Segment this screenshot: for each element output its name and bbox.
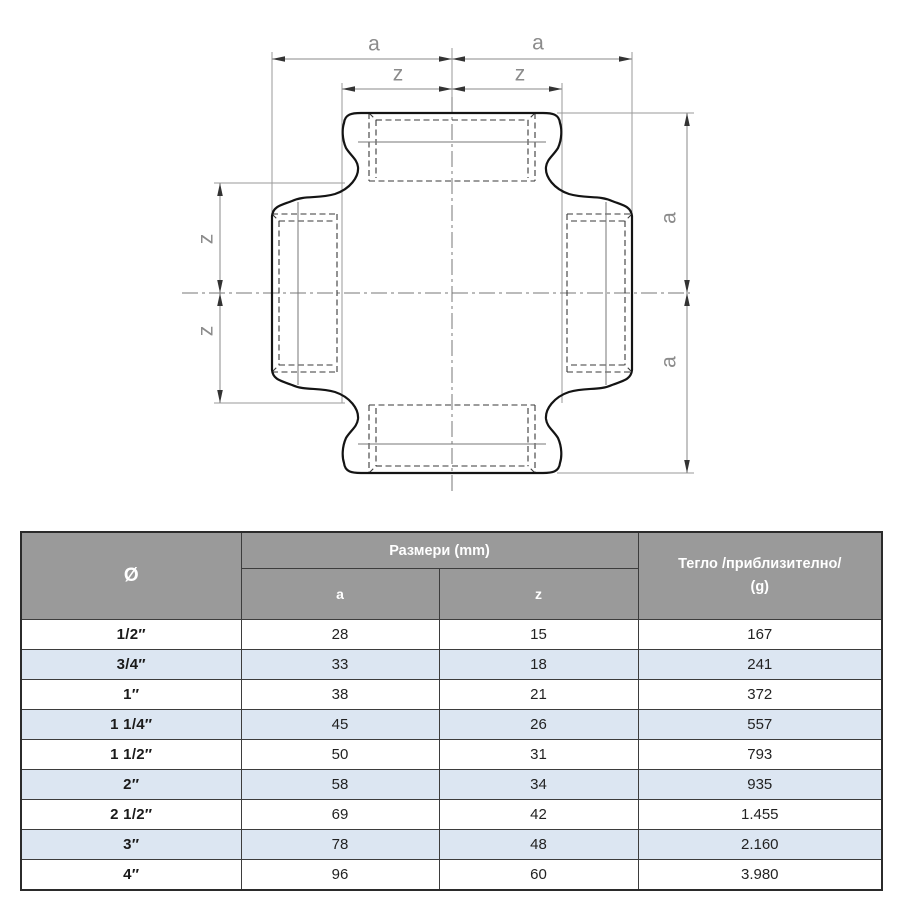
weight-column-header bbox=[638, 532, 882, 620]
weight-cell: 167 bbox=[638, 620, 882, 650]
weight-header-line1: Тегло /приблизително/ bbox=[678, 555, 842, 572]
z-cell: 34 bbox=[439, 770, 638, 800]
weight-cell: 935 bbox=[638, 770, 882, 800]
z-cell: 31 bbox=[439, 740, 638, 770]
size-cell: 2 1/2″ bbox=[21, 800, 241, 830]
z-cell: 18 bbox=[439, 650, 638, 680]
size-cell: 1″ bbox=[21, 680, 241, 710]
dim-label-a-right-lower: a bbox=[657, 356, 681, 368]
table-row bbox=[21, 710, 882, 740]
z-cell: 21 bbox=[439, 680, 638, 710]
a-cell: 69 bbox=[241, 800, 439, 830]
weight-cell: 1.455 bbox=[638, 800, 882, 830]
dimension-lines bbox=[220, 59, 687, 473]
size-cell: 3″ bbox=[21, 830, 241, 860]
dimensions-group-header: Размери (mm) bbox=[241, 532, 638, 569]
a-cell: 45 bbox=[241, 710, 439, 740]
dim-label-a-top-right: a bbox=[532, 31, 544, 55]
centerlines bbox=[182, 97, 690, 491]
diameter-column-header: Ø bbox=[21, 532, 241, 620]
size-cell: 1/2″ bbox=[21, 620, 241, 650]
dim-label-a-right-upper: a bbox=[657, 212, 681, 224]
dimension-arrows bbox=[217, 56, 690, 473]
extension-lines bbox=[214, 48, 694, 473]
z-cell: 26 bbox=[439, 710, 638, 740]
z-column-header: z bbox=[439, 569, 638, 620]
size-cell: 2″ bbox=[21, 770, 241, 800]
table-row bbox=[21, 620, 882, 650]
a-column-header: a bbox=[241, 569, 439, 620]
table-header bbox=[21, 532, 882, 620]
a-cell: 78 bbox=[241, 830, 439, 860]
weight-cell: 2.160 bbox=[638, 830, 882, 860]
a-cell: 96 bbox=[241, 860, 439, 890]
a-cell: 33 bbox=[241, 650, 439, 680]
weight-cell: 3.980 bbox=[638, 860, 882, 890]
table-body bbox=[21, 620, 882, 890]
dimensions-table bbox=[20, 531, 883, 891]
weight-cell: 372 bbox=[638, 680, 882, 710]
table-row bbox=[21, 680, 882, 710]
a-cell: 58 bbox=[241, 770, 439, 800]
z-cell: 48 bbox=[439, 830, 638, 860]
z-cell: 15 bbox=[439, 620, 638, 650]
table-row bbox=[21, 770, 882, 800]
table-row bbox=[21, 830, 882, 860]
z-cell: 60 bbox=[439, 860, 638, 890]
size-cell: 1 1/4″ bbox=[21, 710, 241, 740]
a-cell: 38 bbox=[241, 680, 439, 710]
dim-label-z-side-upper: z bbox=[194, 233, 218, 245]
dim-label-z-side-lower: z bbox=[194, 325, 218, 337]
table-row bbox=[21, 860, 882, 890]
table-row bbox=[21, 650, 882, 680]
weight-cell: 793 bbox=[638, 740, 882, 770]
size-cell: 4″ bbox=[21, 860, 241, 890]
a-cell: 50 bbox=[241, 740, 439, 770]
dim-label-z-top-left: z bbox=[392, 62, 404, 86]
weight-header-line2: (g) bbox=[750, 579, 770, 595]
z-cell: 42 bbox=[439, 800, 638, 830]
weight-cell: 557 bbox=[638, 710, 882, 740]
table-row bbox=[21, 740, 882, 770]
dim-label-a-top-left: a bbox=[368, 32, 380, 56]
dim-label-z-top-right: z bbox=[514, 62, 526, 86]
weight-cell: 241 bbox=[638, 650, 882, 680]
table-row bbox=[21, 800, 882, 830]
a-cell: 28 bbox=[241, 620, 439, 650]
size-cell: 3/4″ bbox=[21, 650, 241, 680]
size-cell: 1 1/2″ bbox=[21, 740, 241, 770]
